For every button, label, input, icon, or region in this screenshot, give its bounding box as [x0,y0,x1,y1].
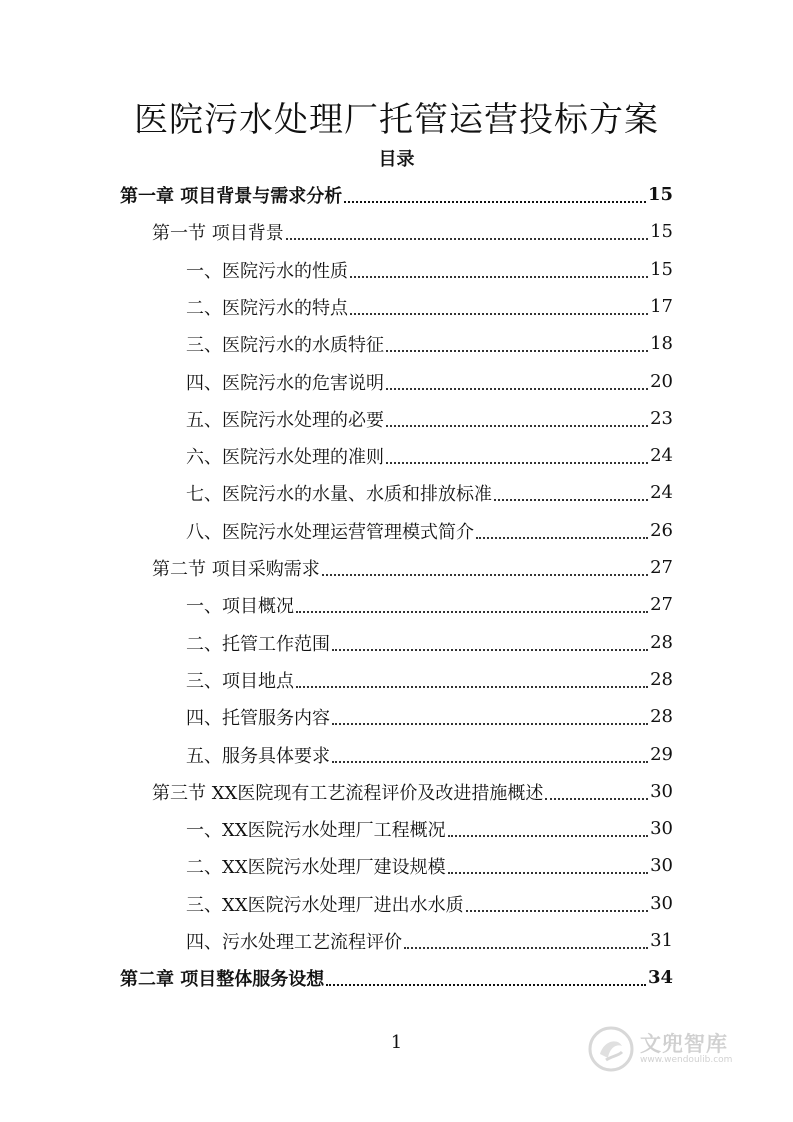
toc-entry-page: 23 [650,408,673,429]
toc-entry-page: 30 [650,818,673,839]
toc-entry-page: 18 [650,333,673,354]
toc-leader-dots [448,872,648,874]
toc-subsection-entry[interactable] [186,325,673,362]
toc-entry-page: 20 [650,371,673,392]
toc-subsection-entry[interactable] [186,624,673,661]
toc-leader-dots [494,499,648,501]
toc-subsection-entry[interactable] [186,437,673,474]
toc-entry-page: 15 [647,184,673,205]
toc-entry-page: 30 [650,855,673,876]
toc-subsection-entry[interactable] [186,885,673,922]
toc-subsection-entry[interactable] [186,512,673,549]
toc-entry-label: 三、项目地点 [186,670,294,692]
toc-entry-label: 四、医院污水的危害说明 [186,372,384,394]
watermark-url: www.wendoulib.com [640,1055,733,1065]
toc-leader-dots [386,350,648,352]
toc-subsection-entry[interactable] [186,847,673,884]
toc-subsection-entry[interactable] [186,661,673,698]
toc-subsection-entry[interactable] [186,288,673,325]
toc-entry-label: 第二章 项目整体服务设想 [120,968,325,990]
toc-entry-page: 24 [650,445,673,466]
toc-entry-page: 30 [650,781,673,802]
toc-leader-dots [296,686,648,688]
toc-entry-label: 五、服务具体要求 [186,745,330,767]
toc-leader-dots [350,276,648,278]
toc-entry-label: 一、项目概况 [186,595,294,617]
toc-entry-page: 27 [650,557,673,578]
page-number: 1 [390,1032,403,1053]
toc-section-entry[interactable] [152,773,673,810]
toc-subsection-entry[interactable] [186,810,673,847]
toc-entry-label: 三、医院污水的水质特征 [186,334,384,356]
toc-leader-dots [386,462,648,464]
toc-section-entry[interactable] [152,549,673,586]
toc-leader-dots [466,910,648,912]
toc-subsection-entry[interactable] [186,922,673,959]
toc-entry-page: 17 [650,296,673,317]
toc-entry-label: 二、医院污水的特点 [186,297,348,319]
toc-entry-label: 二、托管工作范围 [186,633,330,655]
toc-entry-page: 28 [650,706,673,727]
toc-chapter-entry[interactable] [120,959,673,996]
toc-entry-label: 四、污水处理工艺流程评价 [186,931,402,953]
toc-subsection-entry[interactable] [186,400,673,437]
toc-leader-dots [332,761,648,763]
toc-section-entry[interactable] [152,213,673,250]
toc-leader-dots [326,984,646,986]
toc-entry-page: 31 [650,930,673,951]
toc-leader-dots [350,313,648,315]
toc-subsection-entry[interactable] [186,736,673,773]
toc-entry-page: 28 [650,669,673,690]
toc-heading: 目录 [378,149,415,170]
toc-leader-dots [476,537,648,539]
toc-entry-page: 15 [650,221,673,242]
toc-entry-page: 27 [650,594,673,615]
document-title: 医院污水处理厂托管运营投标方案 [134,100,659,140]
toc-entry-label: 一、医院污水的性质 [186,260,348,282]
toc-leader-dots [386,425,648,427]
toc-leader-dots [545,798,648,800]
toc-entry-label: 八、医院污水处理运营管理模式简介 [186,521,474,543]
toc-entry-label: 三、XX医院污水处理厂进出水水质 [186,894,464,916]
toc-entry-page: 15 [650,259,673,280]
watermark-logo-icon [588,1026,634,1072]
toc-entry-label: 第一章 项目背景与需求分析 [120,185,343,207]
toc-leader-dots [286,238,648,240]
toc-leader-dots [386,388,648,390]
toc-entry-label: 七、医院污水的水量、水质和排放标准 [186,483,492,505]
toc-leader-dots [296,611,648,613]
toc-entry-label: 第三节 XX医院现有工艺流程评价及改进措施概述 [152,782,544,804]
watermark-text: 文兜智库 [640,1032,728,1056]
toc-entry-page: 30 [650,893,673,914]
toc-entry-label: 六、医院污水处理的准则 [186,446,384,468]
toc-entry-page: 24 [650,482,673,503]
toc-subsection-entry[interactable] [186,474,673,511]
toc-leader-dots [322,574,648,576]
toc-entry-label: 一、XX医院污水处理厂工程概况 [186,819,446,841]
toc-leader-dots [404,947,648,949]
toc-entry-page: 28 [650,632,673,653]
watermark [588,1020,753,1078]
toc-entry-page: 26 [650,520,673,541]
toc-entry-page: 34 [647,967,673,988]
toc-chapter-entry[interactable] [120,176,673,213]
toc-subsection-entry[interactable] [186,363,673,400]
toc-entry-label: 二、XX医院污水处理厂建设规模 [186,856,446,878]
toc-subsection-entry[interactable] [186,586,673,623]
toc-entry-label: 第一节 项目背景 [152,222,284,244]
toc-subsection-entry[interactable] [186,698,673,735]
toc-subsection-entry[interactable] [186,251,673,288]
toc-entry-label: 四、托管服务内容 [186,707,330,729]
toc-leader-dots [344,201,646,203]
toc-leader-dots [332,723,648,725]
toc-entry-page: 29 [650,744,673,765]
toc-leader-dots [332,649,648,651]
toc-entry-label: 五、医院污水处理的必要 [186,409,384,431]
toc-leader-dots [448,835,648,837]
toc-entry-label: 第二节 项目采购需求 [152,558,320,580]
